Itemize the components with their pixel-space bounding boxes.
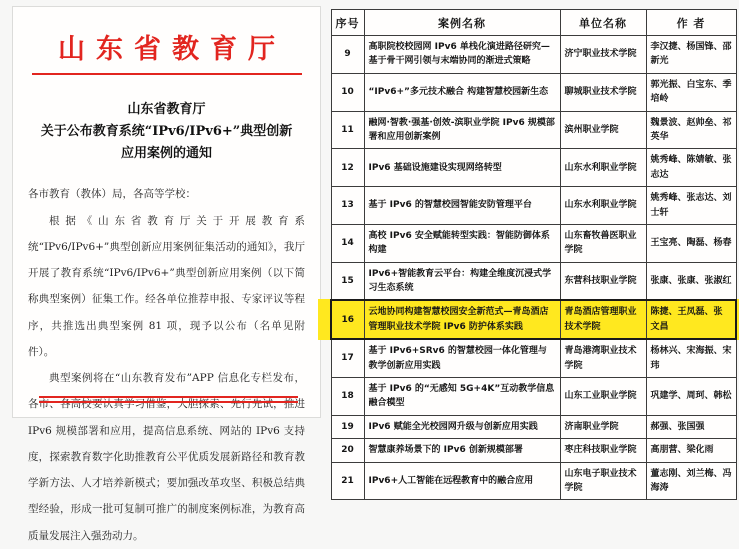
cell-unit-name: 济宁职业技术学院 xyxy=(560,36,646,74)
cell-unit-name: 山东工业职业学院 xyxy=(560,378,646,416)
cell-case-name: 智慧康养场景下的 IPv6 创新规模部署 xyxy=(364,439,560,462)
cell-authors: 李汉捷、杨国锋、邵新光 xyxy=(646,36,736,74)
cell-unit-name: 济南职业学院 xyxy=(560,415,646,438)
cell-unit-name: 青岛港湾职业技术学院 xyxy=(560,339,646,377)
table-row xyxy=(331,262,736,300)
cell-case-name: 高职院校校园网 IPv6 单栈化演进路径研究—基于骨干网引领与末端协同的渐进式策略 xyxy=(364,36,560,74)
table-row xyxy=(331,439,736,462)
cell-authors: 魏景波、赵帅垒、祁英华 xyxy=(646,111,736,149)
cell-case-name: 高校 IPv6 安全赋能转型实践：智能防御体系构建 xyxy=(364,224,560,262)
table-row xyxy=(331,339,736,377)
cell-authors: 杨林兴、宋海振、宋玮 xyxy=(646,339,736,377)
cell-authors: 巩建学、周珂、韩松 xyxy=(646,378,736,416)
header-serial-no: 序号 xyxy=(331,10,364,36)
notice-title xyxy=(23,99,310,165)
cell-unit-name: 山东水利职业学院 xyxy=(560,187,646,225)
table-row xyxy=(331,36,736,74)
cell-authors: 郝强、张国强 xyxy=(646,415,736,438)
table-row xyxy=(331,73,736,111)
cell-serial-no: 19 xyxy=(331,415,364,438)
cell-serial-no: 10 xyxy=(331,73,364,111)
cell-unit-name: 聊城职业技术学院 xyxy=(560,73,646,111)
cell-authors: 姚秀峰、张志达、刘士轩 xyxy=(646,187,736,225)
cell-case-name: 基于 IPv6 的智慧校园智能安防管理平台 xyxy=(364,187,560,225)
cell-serial-no: 15 xyxy=(331,262,364,300)
table-row xyxy=(331,462,736,500)
cell-serial-no: 17 xyxy=(331,339,364,377)
cell-case-name: 云地协同构建智慧校园安全新范式—青岛酒店管理职业技术学院 IPv6 防护体系实践 xyxy=(364,300,560,339)
notice-paragraph-2: 典型案例将在“山东教育发布”APP 信息化专栏发布，各市、各高校要认真学习借鉴，大胆探索、先行先试，推进 IPv6 规模部署和应用，提高信息系统、网站的 IPv6 支持度，探索教育数字化助推教育公平优质发展新路径和教育教学新方法、人才培养新模式；要加强改革攻坚、积极总结典型经验，形成一批可复制可推广的制度案例标准，为教育高质量发展注入强劲动力。 xyxy=(28,372,305,542)
double-red-rule xyxy=(39,396,298,403)
table-row xyxy=(331,415,736,438)
header-unit-name: 单位名称 xyxy=(560,10,646,36)
table-row xyxy=(331,187,736,225)
cell-serial-no: 16 xyxy=(331,300,364,339)
table-row xyxy=(331,378,736,416)
cell-authors: 董志刚、刘兰梅、冯海涛 xyxy=(646,462,736,500)
cell-unit-name: 山东水利职业学院 xyxy=(560,149,646,187)
cell-serial-no: 9 xyxy=(331,36,364,74)
cell-case-name: 基于 IPv6+SRv6 的智慧校园一体化管理与教学创新应用实践 xyxy=(364,339,560,377)
cell-authors: 郭光振、白宝东、季培岭 xyxy=(646,73,736,111)
cell-unit-name: 东营科技职业学院 xyxy=(560,262,646,300)
cell-case-name: 基于 IPv6 的“无感知 5G+4K”互动教学信息融合模型 xyxy=(364,378,560,416)
cell-serial-no: 21 xyxy=(331,462,364,500)
notice-salutation: 各市教育（教体）局，各高等学校： xyxy=(28,188,196,201)
cell-case-name: IPv6+人工智能在远程教育中的融合应用 xyxy=(364,462,560,500)
cell-unit-name: 滨州职业学院 xyxy=(560,111,646,149)
cell-serial-no: 14 xyxy=(331,224,364,262)
header-case-name: 案例名称 xyxy=(364,10,560,36)
cell-serial-no: 13 xyxy=(331,187,364,225)
cell-unit-name: 青岛酒店管理职业技术学院 xyxy=(560,300,646,339)
cell-serial-no: 20 xyxy=(331,439,364,462)
cell-case-name: IPv6+智能教育云平台：构建全维度沉浸式学习生态系统 xyxy=(364,262,560,300)
cell-case-name: “IPv6+”多元技术融合 构建智慧校园新生态 xyxy=(364,73,560,111)
notice-title-line3: 应用案例的通知 xyxy=(120,146,212,162)
cell-serial-no: 11 xyxy=(331,111,364,149)
cell-serial-no: 12 xyxy=(331,149,364,187)
cell-authors: 张康、张康、张淑红 xyxy=(646,262,736,300)
red-rule xyxy=(32,73,302,75)
cell-authors: 王宝亮、陶磊、杨春 xyxy=(646,224,736,262)
header-author: 作 者 xyxy=(646,10,736,36)
agency-title: 山东省教育厅 xyxy=(58,34,286,65)
cell-case-name: IPv6 基础设施建设实现网络转型 xyxy=(364,149,560,187)
cell-serial-no: 18 xyxy=(331,378,364,416)
notice-title-line1: 山东省教育厅 xyxy=(127,102,206,117)
case-table-body xyxy=(331,36,736,500)
table-row xyxy=(331,149,736,187)
cell-authors: 陈捷、王凤磊、张文昌 xyxy=(646,300,736,339)
table-row xyxy=(331,224,736,262)
notice-document-page xyxy=(12,6,321,542)
notice-body xyxy=(28,181,305,549)
cell-unit-name: 山东畜牧兽医职业学院 xyxy=(560,224,646,262)
cell-authors: 高朋营、梁化雨 xyxy=(646,439,736,462)
table-header-row xyxy=(331,10,736,36)
cell-case-name: 融网·智教·强基·创效-滨职业学院 IPv6 规模部署和应用创新案例 xyxy=(364,111,560,149)
notice-paragraph-1: 根据《山东省教育厅关于开展教育系统“IPv6/IPv6+”典型创新应用案例征集活动的通知》，我厅开展了教育系统“IPv6/IPv6+”典型创新应用案例（以下简称典型案例）征集工作。经各单位推荐申报、专家评议等程序，共推选出典型案例 81 项，现予以公布（名单见附件）。 xyxy=(28,214,305,358)
table-row xyxy=(331,300,736,339)
cell-unit-name: 枣庄科技职业学院 xyxy=(560,439,646,462)
table-row xyxy=(331,111,736,149)
cell-case-name: IPv6 赋能全光校园网升级与创新应用实践 xyxy=(364,415,560,438)
case-table-panel xyxy=(330,9,735,500)
cell-authors: 姚秀峰、陈婧敏、张志达 xyxy=(646,149,736,187)
notice-title-line2: 关于公布教育系统“IPv6/IPv6+”典型创新 xyxy=(40,124,293,140)
cell-unit-name: 山东电子职业技术学院 xyxy=(560,462,646,500)
case-table xyxy=(330,9,737,500)
